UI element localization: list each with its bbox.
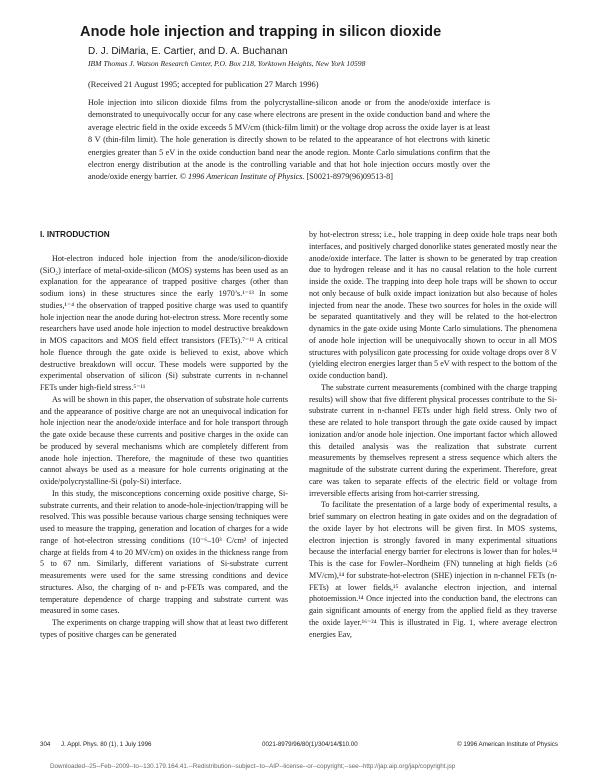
received-dates: (Received 21 August 1995; accepted for publication 27 March 1996) — [88, 80, 319, 89]
journal-citation: J. Appl. Phys. 80 (1), 1 July 1996 — [61, 741, 152, 748]
section-heading — [40, 229, 288, 241]
paragraph: In this study, the misconceptions concerning oxide positive charge, Si-substrate currents, and their relation to anode-hole-injection/trapping will be resolved. This was possible because various charge sensing techniques were used to measure the trapping, generation and location of charges for a wide range of hot-electron stressing conditions (10⁻⁶–10³ C/cm² of injected charge at fields from 4 to 20 MV/cm) on oxides in the thickness range from 5 to 67 nm. Similarly, different variations of Si-substrate current measurements were used for the same stressing conditions and device structures. Also, the charging of n- and p-FETs was compared, and the temperature dependence of charge trapping and substrate current was measured in some cases. — [40, 488, 288, 616]
paragraph: by hot-electron stress; i.e., hole trapping in deep oxide hole traps near both interfaces, and positively charged donorlike states generated mostly near the anode/oxide interface. The latter is shown to be generated by trap creation due to hydrogen release and it has no causal relation to the hole current inside the oxide. The trapping into deep hole traps will be shown to occur not only because of bulk oxide impact ionization but also because of holes injected from near the anode. These two sources for holes in the oxide will be separated quantitatively and they will be related to the hot-electron dynamics in the gate oxide using Monte Carlo simulations. The phenomena of anode hole injection will be unequivocally shown to occur in all MOS structures with polysilicon gate processing for oxide voltage drops over 8 V (yielding electron energies larger than 5 eV with respect to the bottom of the oxide conduction band). — [309, 230, 557, 380]
abstract-text: Hole injection into silicon dioxide films from the polycrystalline-silicon anode or from the anode/oxide interface is demonstrated to unequivocally occur for any case where electrons are present in the oxide conduction band and where the average electric field in the oxide exceeds 5 MV/cm (thick-film limit) or the voltage drop across the oxide layer is at least 8 V (thin-film limit). The hole generation is directly shown to be related to the appearance of hot electrons with kinetic energies greater than 5 eV in the oxide conduction band near the anode region. Monte Carlo simulations confirm that the electron energy distribution at the anode is the controlling variable and that hot hole injection occurs mostly over the anode/oxide energy barrier. — [88, 98, 490, 182]
footer-copyright: © 1996 American Institute of Physics — [457, 741, 558, 748]
abstract-code: [S0021-8979(96)09513-8] — [306, 172, 393, 182]
author-list: D. J. DiMaria, E. Cartier, and D. A. Buchanan — [88, 46, 288, 57]
abstract-copyright: © 1996 American Institute of Physics. — [179, 172, 305, 182]
page-number: 304 — [40, 741, 51, 748]
paragraph: The experiments on charge trapping will show that at least two different types of positive charges can be generated — [40, 618, 288, 639]
paragraph: To facilitate the presentation of a large body of experimental results, a brief summary on electron heating in gate oxides and on the degradation of the oxide layer by hot electrons will be given first. In MOS systems, electron injection is strongly favored in many experimental situations because the interfacial energy barrier for electrons is lower than for holes.¹⁴ This is the case for Fowler–Nordheim (FN) tunneling at high fields (≥6 MV/cm),¹⁴ for substrate-hot-electron (SHE) injection in n-channel FETs (n-FETs) at lower fields,¹⁵ avalanche electron injection, and internal photoemission.¹⁴ Once injected into the conduction band, the electrons can gain significant amounts of energy from the applied field as they traverse the oxide layer.¹⁶⁻²⁴ This is illustrated in Fig. 1, where average electron energies Eav, — [309, 500, 557, 639]
paper-title: Anode hole injection and trapping in silicon dioxide — [80, 24, 442, 40]
paragraph: The substrate current measurements (combined with the charge trapping results) will show that five different physical processes contribute to the Si-substrate current in n-channel FETs under high field stress. Only two of these are related to hole transport through the gate oxide caused by impact ionization and/or anode hole injection. One important factor which allowed this detailed analysis was the realization that substrate current measurements by themselves represent a stress sequence which alters the magnitude of the substrate current during the experiment. Therefore, great care was taken to separate effects of the electric field or voltage from irreversible effects arising from hot-carrier stressing. — [309, 382, 557, 498]
right-column — [309, 229, 557, 640]
article-code: 0021-8979/96/80(1)/304/14/$10.00 — [262, 741, 358, 748]
affiliation: IBM Thomas J. Watson Research Center, P.O. Box 218, Yorktown Heights, New York 10598 — [88, 59, 366, 68]
section-number: I. — [40, 230, 45, 239]
section-title: INTRODUCTION — [46, 230, 110, 239]
left-column — [40, 229, 288, 641]
paragraph: As will be shown in this paper, the observation of substrate hole currents and the appearance of positive charge are not an unequivocal indication for hole injection near the anode/oxide interface and for hole transport through the gate oxide because these currents and positive charges in the oxide can be produced by several mechanisms which are completely different from anode hole injection. Therefore, the magnitude of these two quantities cannot always be used as a measure for hole currents originating at the oxide/polycrystalline-Si (poly-Si) interface. — [40, 394, 288, 486]
paragraph: Hot-electron induced hole injection from the anode/silicon-dioxide (SiO₂) interface of metal-oxide-silicon (MOS) systems has been used as an explanation for the appearance of trapped positive charges (other than sodium ions) in these structures since the early 1970’s.¹⁻¹³ In some studies,¹⁻⁴ the observation of trapped positive charge was used to quantify hole injection near the anode during hot-electron stress. More recently some researchers have used anode hole injection to model destructive breakdown in MOS capacitors and MOS field effect transistors (FETs).⁷⁻¹¹ A critical hole fluence through the gate oxide is believed to exist, above which destructive breakdown will occur. These models were supported by the experimental observation of silicon (Si) substrate currents in n-channel FETs under high-field stress.⁵⁻¹¹ — [40, 253, 288, 392]
abstract — [88, 97, 490, 184]
download-watermark: Downloaded--25--Feb--2009--to--130.179.164.41.--Redistribution--subject--to--AIP--license--or--copyright;--see--http://jap.aip.org/jap/copyright.jsp — [50, 763, 456, 770]
